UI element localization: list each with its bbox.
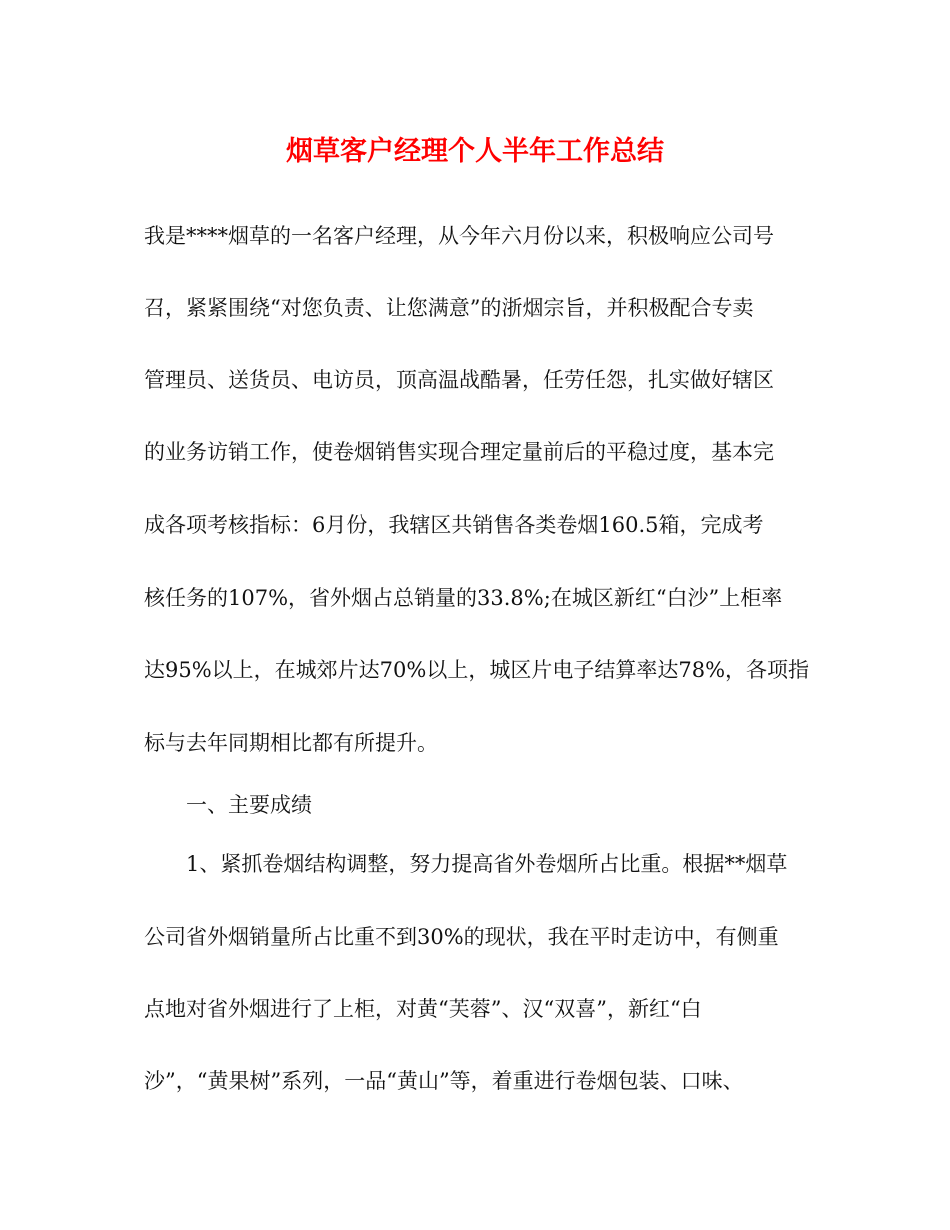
paragraph-line: 1、紧抓卷烟结构调整，努力提高省外卷烟所占比重。根据**烟草	[186, 852, 788, 876]
document-title: 烟草客户经理个人半年工作总结	[286, 136, 664, 167]
paragraph-line: 达95%以上，在城郊片达70%以上，城区片电子结算率达78%，各项指	[144, 658, 810, 682]
paragraph-line: 召，紧紧围绕“对您负责、让您满意”的浙烟宗旨，并积极配合专卖	[144, 296, 754, 320]
paragraph-line: 核任务的107%，省外烟占总销量的33.8%;在城区新红“白沙”上柜率	[144, 586, 783, 610]
paragraph-line: 点地对省外烟进行了上柜，对黄“芙蓉”、汉“双喜”，新红“白	[144, 997, 702, 1021]
paragraph-line: 沙”，“黄果树”系列，一品“黄山”等，着重进行卷烟包装、口味、	[144, 1069, 744, 1093]
paragraph-line: 标与去年同期相比都有所提升。	[144, 731, 438, 755]
paragraph-line: 的业务访销工作，使卷烟销售实现合理定量前后的平稳过度，基本完	[144, 440, 774, 464]
section-heading: 一、主要成绩	[186, 793, 312, 817]
paragraph-line: 公司省外烟销量所占比重不到30%的现状，我在平时走访中，有侧重	[144, 925, 779, 949]
paragraph-line: 成各项考核指标：6月份，我辖区共销售各类卷烟160.5箱，完成考	[144, 513, 764, 537]
paragraph-line: 管理员、送货员、电访员，顶高温战酷暑，任劳任怨，扎实做好辖区	[144, 368, 774, 392]
paragraph-line: 我是****烟草的一名客户经理，从今年六月份以来，积极响应公司号	[144, 224, 774, 248]
